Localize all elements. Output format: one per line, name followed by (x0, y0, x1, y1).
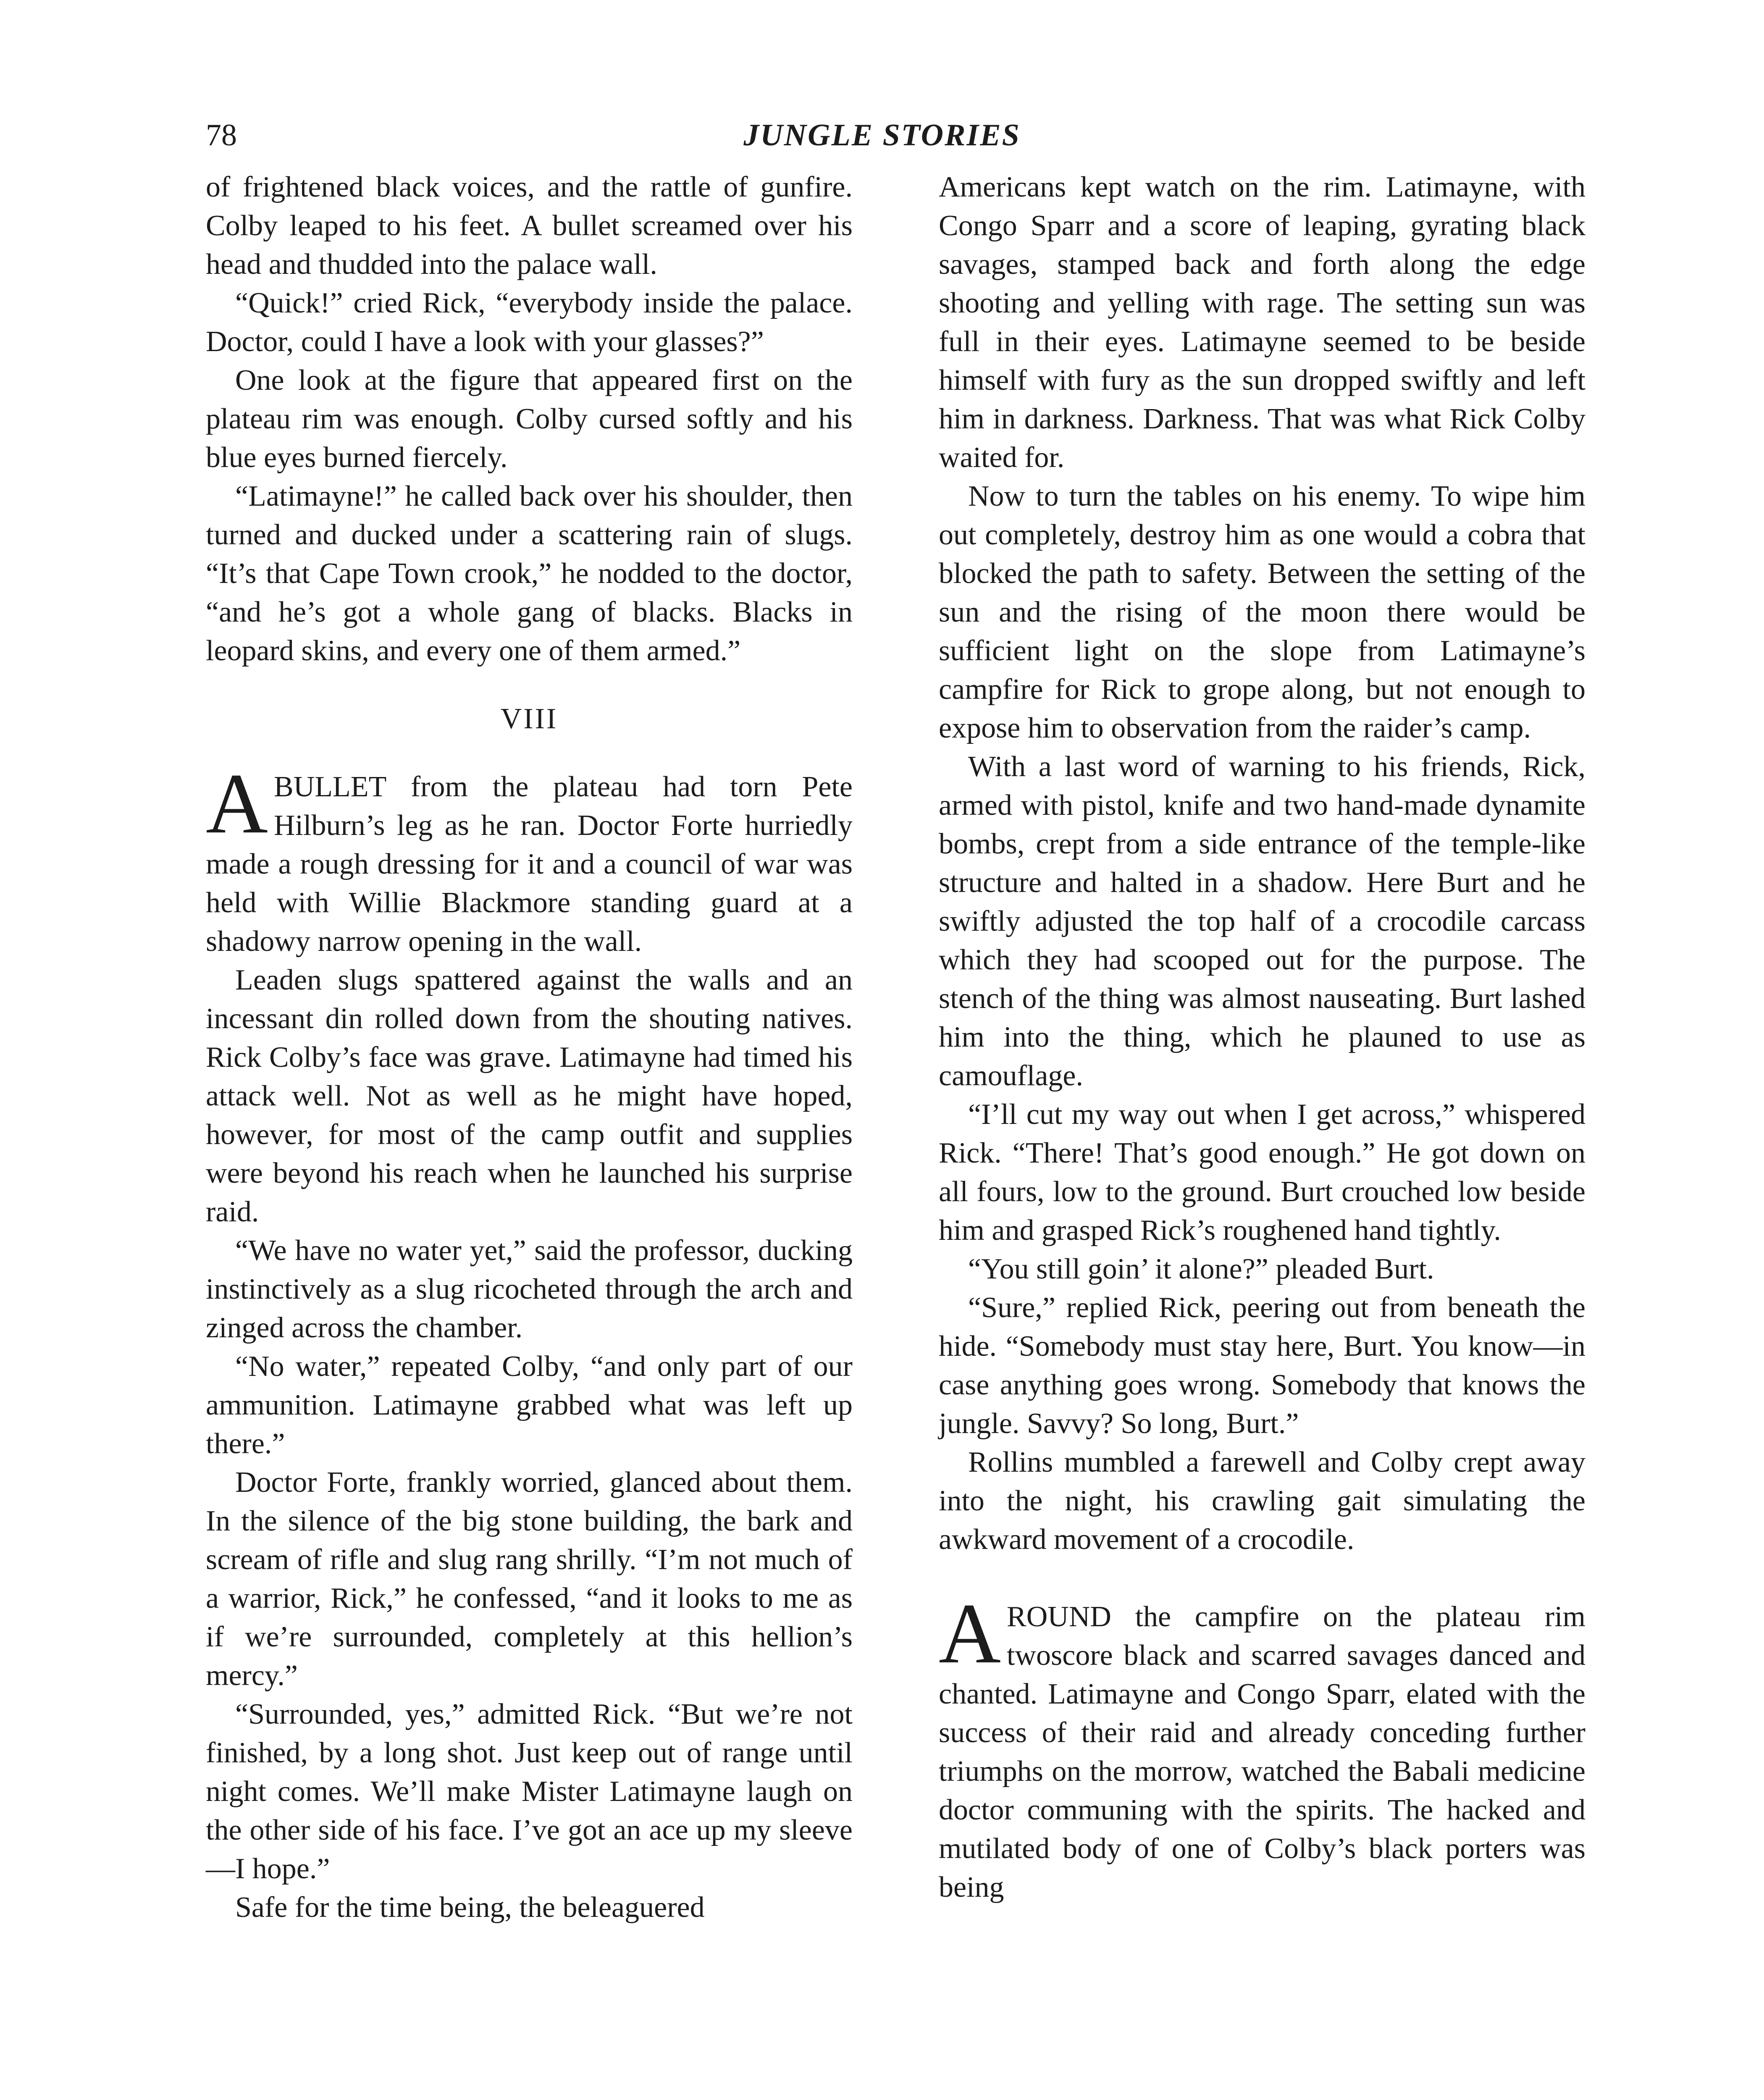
left-column (206, 168, 853, 1927)
paragraph: Doctor Forte, frankly worried, glanced about them. In the silence of the big stone building, the bark and scream of rifle and slug rang shrilly. “I’m not much of a warrior, Rick,” he confessed, “and it looks to me as if we’re surrounded, completely at this hellion’s mercy.” (206, 1466, 853, 1692)
paragraph-text: ROUND the campfire on the plateau rim twoscore black and scarred savages danced and chanted. Latimayne and Congo Sparr, elated with the success of their raid and already conceding further triumphs on the morrow, watched the Babali medicine doctor communing with the spirits. The hacked and mutilated body of one of Colby’s black porters was being (939, 1601, 1586, 1903)
paragraph: “Quick!” cried Rick, “everybody inside the palace. Doctor, could I have a look with your glasses?” (206, 287, 853, 358)
paragraph: Now to turn the tables on his enemy. To wipe him out completely, destroy him as one would a cobra that blocked the path to safety. Between the setting of the sun and the rising of the moon there would be sufficient light on the slope from Latimayne’s campfire for Rick to grope along, but not enough to expose him to observation from the raider’s camp. (939, 480, 1586, 744)
section-number: VIII (500, 703, 558, 735)
right-column (939, 168, 1586, 1907)
paragraph-text: BULLET from the plateau had torn Pete Hilburn’s leg as he ran. Doctor Forte hurriedly made a rough dressing for it and a council of war was held with Willie Blackmore standing guard at a shadowy narrow opening in the wall. (206, 771, 853, 958)
paragraph-dropcap (939, 1586, 1586, 1907)
paragraph: “We have no water yet,” said the professor, ducking instinctively as a slug ricocheted through the arch and zinged across the chamber. (206, 1234, 853, 1344)
paragraph: “Latimayne!” he called back over his shoulder, then turned and ducked under a scattering rain of slugs. “It’s that Cape Town crook,” he nodded to the doctor, “and he’s got a whole gang of blacks. Blacks in leopard skins, and every one of them armed.” (206, 480, 853, 667)
paragraph: One look at the figure that appeared first on the plateau rim was enough. Colby cursed softly and his blue eyes burned fiercely. (206, 364, 853, 474)
paragraph: Leaden slugs spattered against the walls and an incessant din rolled down from the shouting natives. Rick Colby’s face was grave. Latimayne had timed his attack well. Not as well as he might have hoped, however, for most of the camp outfit and supplies were beyond his reach when he launched his surprise raid. (206, 964, 853, 1228)
paragraph: Safe for the time being, the beleaguered (235, 1891, 705, 1924)
paragraph: Rollins mumbled a farewell and Colby crept away into the night, his crawling gait simulating the awkward movement of a crocodile. (939, 1446, 1586, 1556)
drop-cap: A (939, 1586, 1001, 1681)
paragraph: “You still goin’ it alone?” pleaded Burt. (968, 1253, 1434, 1285)
paragraph: Americans kept watch on the rim. Latimayne, with Congo Sparr and a score of leaping, gyrating black savages, stamped back and forth along the edge shooting and yelling with rage. The setting sun was full in their eyes. Latimayne seemed to be beside himself with fury as the sun dropped swiftly and left him in darkness. Darkness. That was what Rick Colby waited for. (939, 171, 1586, 474)
paragraph-dropcap (206, 756, 853, 961)
paragraph: “I’ll cut my way out when I get across,” whispered Rick. “There! That’s good enough.” He got down on all fours, low to the ground. Burt crouched low beside him and grasped Rick’s roughened hand tightly. (939, 1098, 1586, 1247)
paragraph: “No water,” repeated Colby, “and only part of our ammunition. Latimayne grabbed what was left up there.” (206, 1350, 853, 1460)
paragraph: With a last word of warning to his friends, Rick, armed with pistol, knife and two hand-made dynamite bombs, crept from a side entrance of the temple-like structure and halted in a shadow. Here Burt and he swiftly adjusted the top half of a crocodile carcass which they had scooped out for the purpose. The stench of the thing was almost nauseating. Burt lashed him into the thing, which he plauned to use as camouflage. (939, 751, 1586, 1092)
paragraph: of frightened black voices, and the rattle of gunfire. Colby leaped to his feet. A bullet screamed over his head and thudded into the palace wall. (206, 171, 853, 281)
page-number: 78 (206, 118, 237, 152)
paragraph: “Sure,” replied Rick, peering out from beneath the hide. “Somebody must stay here, Burt. You know—in case anything goes wrong. Somebody that knows the jungle. Savvy? So long, Burt.” (939, 1292, 1586, 1440)
running-head: JUNGLE STORIES (743, 118, 1021, 152)
paragraph: “Surrounded, yes,” admitted Rick. “But we’re not finished, by a long shot. Just keep out of range until night comes. We’ll make Mister Latimayne laugh on the other side of his face. I’ve got an ace up my sleeve—I hope.” (206, 1698, 853, 1885)
drop-cap: A (206, 756, 268, 851)
